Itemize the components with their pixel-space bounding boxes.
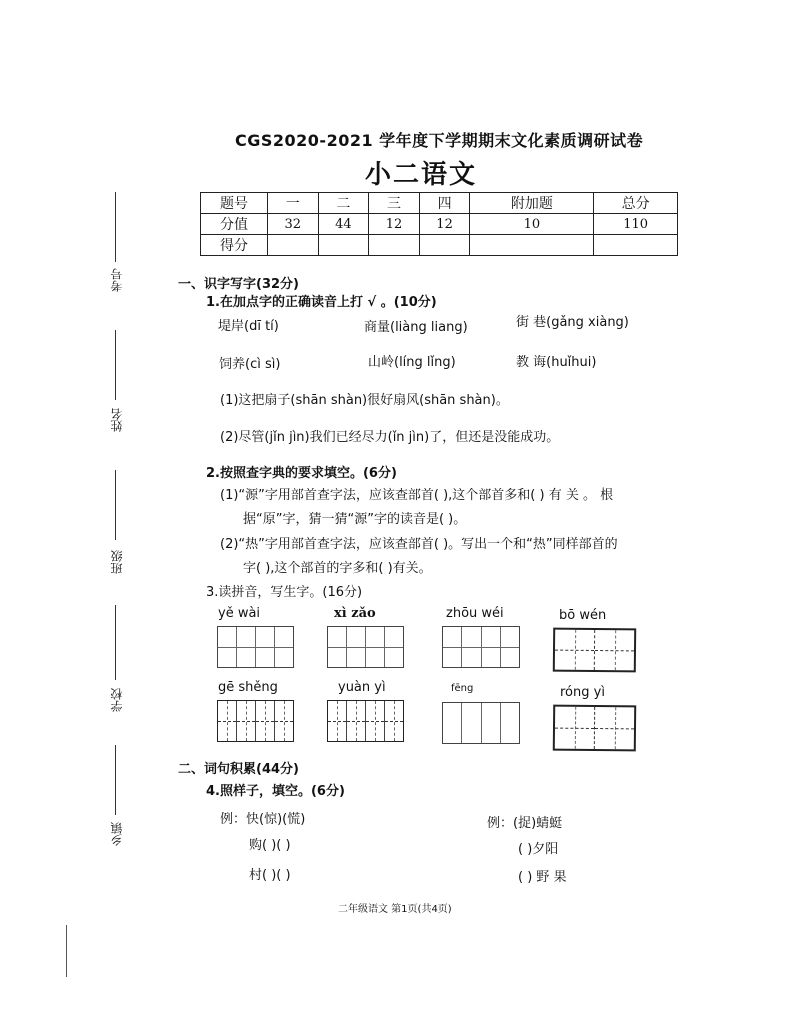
table-cell: 12 [369,214,420,235]
blank-line-name[interactable] [115,330,116,400]
section-title: 二、词句积累(44分) [178,762,299,777]
margin-border-line [66,925,67,977]
table-header-cell: 总分 [594,193,678,214]
table-cell: 110 [594,214,678,235]
table-row-header: 分值 [201,214,268,235]
table-header-cell: 四 [419,193,470,214]
score-table [200,192,678,256]
blank-line-town[interactable] [115,745,116,815]
question-title: 2.按照查字典的要求填空。(6分) [206,466,397,481]
table-row-header: 得分 [201,235,268,256]
table-header-cell: 三 [369,193,420,214]
score-input-cell[interactable] [419,235,470,256]
score-input-cell[interactable] [594,235,678,256]
section-title: 一、识字写字(32分) [178,277,299,292]
pinyin-choice-item[interactable]: 堤岸(dī tí) [218,319,279,334]
blank-line-exam-number[interactable] [115,192,116,262]
fill-blank-line[interactable]: 据“原”字，猜一猜“源”字的读音是( )。 [243,512,467,527]
score-input-cell[interactable] [268,235,319,256]
page-footer: 二年级语文 第1页(共4页) [338,904,452,915]
writing-grid[interactable] [217,700,294,742]
question-title: 1.在加点字的正确读音上打 √ 。(10分) [206,295,437,310]
sidebar-label-town: 乡镇 [110,822,124,846]
fill-blank-line[interactable]: 字( ),这个部首的字多和( )有关。 [243,561,432,576]
exam-title: CGS2020-2021 学年度下学期期末文化素质调研试卷 [235,131,644,150]
pinyin-choice-item[interactable]: 山岭(líng lǐng) [368,355,456,370]
pinyin-label: bō wén [559,608,607,623]
pinyin-choice-item[interactable]: 饲养(cì sì) [219,357,281,372]
writing-grid[interactable] [442,702,520,744]
sentence-item[interactable]: (2)尽管(jǐn jìn)我们已经尽力(ǐn jìn)了，但还是没能成功。 [220,430,560,445]
writing-grid[interactable] [553,628,636,673]
pinyin-choice-item[interactable]: 商量(liàng liang) [364,320,468,335]
writing-grid[interactable] [442,626,520,668]
subject-title: 小二语文 [365,160,478,190]
table-cell: 44 [318,214,369,235]
question-title: 3.读拼音，写生字。(16分) [206,585,363,600]
table-cell: 12 [419,214,470,235]
writing-grid[interactable] [327,626,404,668]
pinyin-label: róng yì [560,685,605,700]
blank-line-class[interactable] [115,470,116,540]
pinyin-label: gē shěng [218,680,278,695]
question-title: 4.照样子，填空。(6分) [206,784,345,799]
fill-blank-line[interactable]: (2)“热”字用部首查字法，应该查部首( )。写出一个和“热”同样部首的 [220,537,618,552]
sidebar-label-name: 姓名 [110,408,124,432]
example-item: 例：快(惊)(慌) [220,812,306,827]
sentence-item[interactable]: (1)这把扇子(shān shàn)很好扇风(shān shàn)。 [220,393,509,408]
pinyin-label: fēng [451,683,474,694]
pinyin-label: yě wài [218,606,261,621]
writing-grid[interactable] [553,705,636,752]
score-input-cell[interactable] [369,235,420,256]
pinyin-choice-item[interactable]: 教 诲(huǐhui) [516,355,597,370]
table-header-cell: 题号 [201,193,268,214]
example-item: 例：(捉)蜻蜓 [487,816,563,831]
table-row [201,235,678,256]
fill-blank-item[interactable]: 村( )( ) [249,868,291,883]
pinyin-choice-item[interactable]: 街 巷(gǎng xiàng) [516,315,629,330]
score-input-cell[interactable] [318,235,369,256]
sidebar-label-class: 班级 [110,550,124,574]
sidebar-label-school: 学校 [110,688,124,712]
table-cell: 10 [470,214,594,235]
fill-blank-line[interactable]: (1)“源”字用部首查字法，应该查部首( ),这个部首多和( ) 有 关 。 根 [220,488,614,503]
fill-blank-item[interactable]: ( )夕阳 [518,842,559,857]
table-cell: 32 [268,214,319,235]
blank-line-school[interactable] [115,605,116,680]
sidebar-label-exam-number: 考号 [110,268,124,292]
table-row [201,214,678,235]
table-header-cell: 附加题 [470,193,594,214]
table-row [201,193,678,214]
fill-blank-item[interactable]: ( ) 野 果 [518,870,567,885]
table-header-cell: 二 [318,193,369,214]
pinyin-label: zhōu wéi [446,606,504,621]
writing-grid[interactable] [217,626,294,668]
writing-grid[interactable] [327,700,404,742]
fill-blank-item[interactable]: 购( )( ) [249,838,291,853]
pinyin-label: yuàn yì [338,680,386,695]
score-input-cell[interactable] [470,235,594,256]
table-header-cell: 一 [268,193,319,214]
pinyin-label: xì zǎo [334,606,376,621]
